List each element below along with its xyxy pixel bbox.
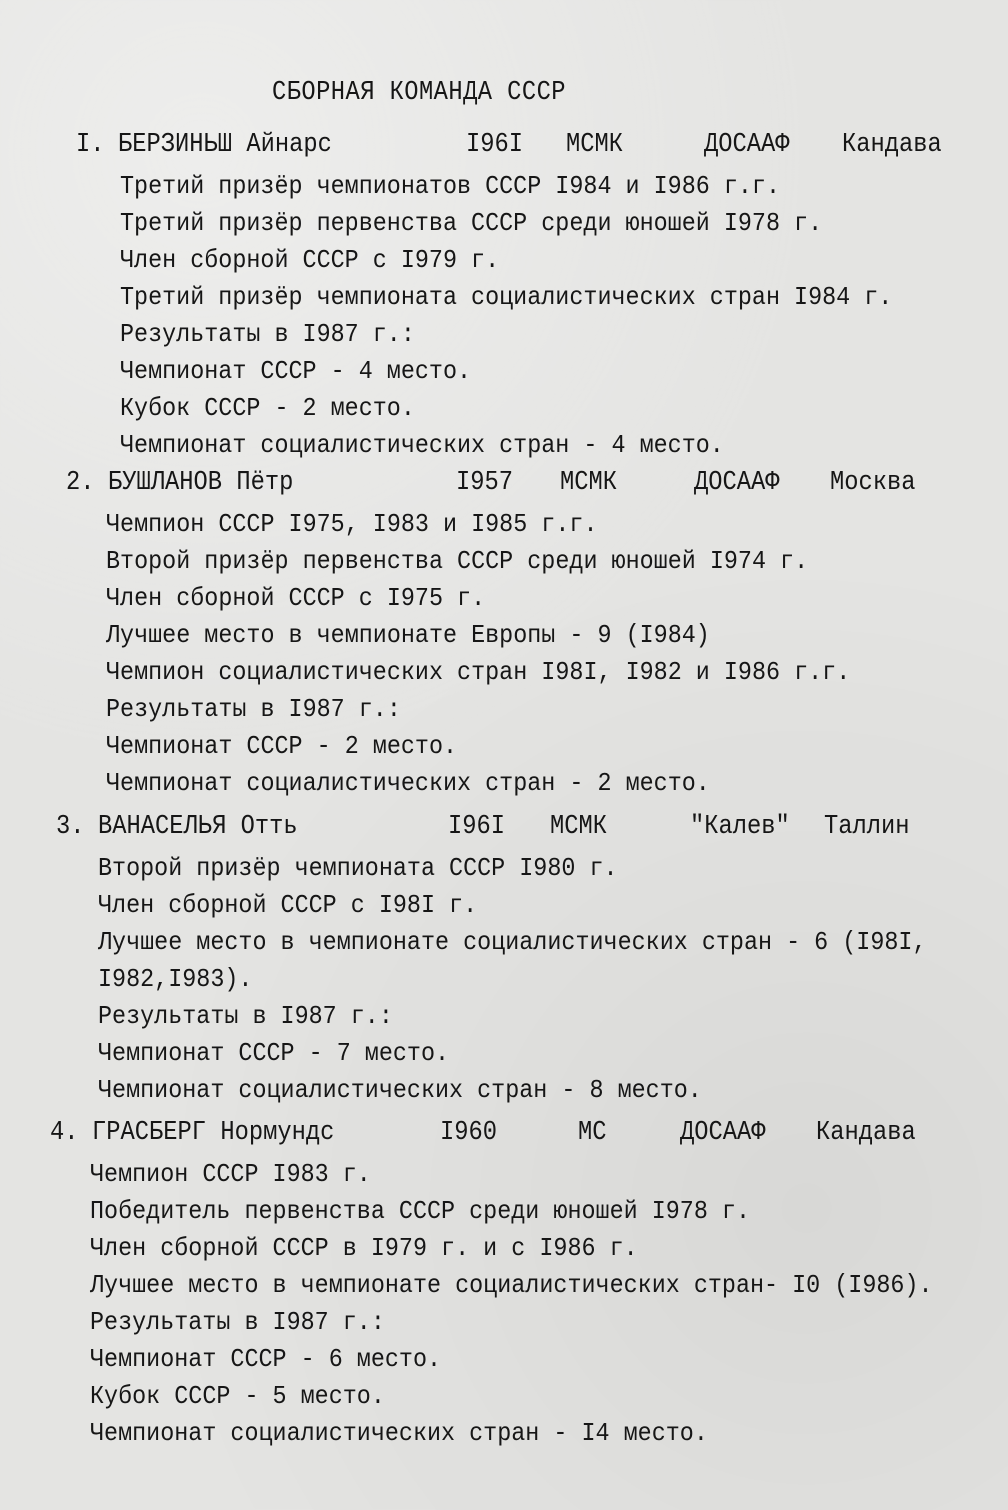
- athlete-entry: [76, 130, 1008, 464]
- sport-club: ДОСААФ: [680, 1118, 766, 1148]
- sport-club: "Калев": [690, 812, 790, 842]
- achievement-line: Результаты в I987 г.:: [120, 319, 415, 349]
- achievement-line: Чемпионат СССР - 7 место.: [98, 1038, 450, 1068]
- achievement-line: Чемпион СССР I983 г.: [90, 1159, 371, 1189]
- achievement-line: I982,I983).: [98, 964, 253, 994]
- achievement-line: Чемпионат СССР - 6 место.: [90, 1344, 442, 1374]
- athlete-header: [66, 468, 1008, 506]
- sport-club: ДОСААФ: [694, 468, 780, 498]
- achievement-line: Лучшее место в чемпионате Европы - 9 (I984): [106, 620, 710, 650]
- achievement-line: Член сборной СССР с I98I г.: [98, 890, 478, 920]
- city: Таллин: [824, 812, 910, 842]
- sport-rank: МС: [578, 1118, 607, 1148]
- sport-rank: МСМК: [560, 468, 618, 498]
- entry-number: 4.: [50, 1118, 79, 1148]
- achievement-line: Чемпионат социалистических стран - 8 место.: [98, 1075, 702, 1105]
- city: Кандава: [816, 1118, 916, 1148]
- achievement-line: Чемпионат СССР - 2 место.: [106, 731, 458, 761]
- achievement-line: Чемпионат социалистических стран - I4 место.: [90, 1418, 708, 1448]
- achievement-line: Чемпион СССР I975, I983 и I985 г.г.: [106, 509, 598, 539]
- achievement-line: Третий призёр чемпионатов СССР I984 и I986 г.г.: [120, 171, 780, 201]
- achievement-line: Чемпионат социалистических стран - 4 место.: [120, 430, 724, 460]
- achievement-line: Второй призёр первенства СССР среди юношей I974 г.: [106, 546, 809, 576]
- achievement-line: Результаты в I987 г.:: [90, 1307, 385, 1337]
- achievement-line: Победитель первенства СССР среди юношей I978 г.: [90, 1196, 750, 1226]
- achievement-line: Результаты в I987 г.:: [106, 694, 401, 724]
- achievement-line: Результаты в I987 г.:: [98, 1001, 393, 1031]
- achievement-line: Член сборной СССР в I979 г. и с I986 г.: [90, 1233, 638, 1263]
- achievement-list: [98, 850, 1008, 1109]
- achievement-line: Третий призёр первенства СССР среди юношей I978 г.: [120, 208, 823, 238]
- athlete-header: [50, 1118, 1008, 1156]
- athlete-entry: [50, 1118, 1008, 1452]
- achievement-list: [106, 506, 1008, 802]
- achievement-line: Чемпионат СССР - 4 место.: [120, 356, 472, 386]
- city: Москва: [830, 468, 916, 498]
- achievement-line: Член сборной СССР с I979 г.: [120, 245, 500, 275]
- birth-year: I960: [440, 1118, 498, 1148]
- athlete-header: [56, 812, 1008, 850]
- achievement-line: Член сборной СССР с I975 г.: [106, 583, 486, 613]
- city: Кандава: [842, 130, 942, 160]
- entry-number: 3.: [56, 812, 85, 842]
- athlete-name: БЕРЗИНЬШ Айнарс: [118, 130, 332, 160]
- achievement-list: [120, 168, 1008, 464]
- achievement-line: Лучшее место в чемпионате социалистических стран- I0 (I986).: [90, 1270, 933, 1300]
- achievement-line: Кубок СССР - 5 место.: [90, 1381, 385, 1411]
- sport-rank: МСМК: [550, 812, 608, 842]
- birth-year: I957: [456, 468, 514, 498]
- achievement-line: Чемпион социалистических стран I98I, I982 и I986 г.г.: [106, 657, 851, 687]
- achievement-line: Лучшее место в чемпионате социалистических стран - 6 (I98I,: [98, 927, 927, 957]
- achievement-list: [90, 1156, 1008, 1452]
- entry-number: 2.: [66, 468, 95, 498]
- sport-rank: МСМК: [566, 130, 624, 160]
- athlete-header: [76, 130, 1008, 168]
- achievement-line: Чемпионат социалистических стран - 2 место.: [106, 768, 710, 798]
- athlete-entry: [56, 812, 1008, 1109]
- achievement-line: Третий призёр чемпионата социалистических стран I984 г.: [120, 282, 893, 312]
- athlete-name: ВАНАСЕЛЬЯ Отть: [98, 812, 298, 842]
- athlete-name: БУШЛАНОВ Пётр: [108, 468, 294, 498]
- athlete-name: ГРАСБЕРГ Нормундс: [92, 1118, 335, 1148]
- achievement-line: Кубок СССР - 2 место.: [120, 393, 415, 423]
- sport-club: ДОСААФ: [704, 130, 790, 160]
- athlete-entry: [66, 468, 1008, 802]
- birth-year: I96I: [466, 130, 524, 160]
- entry-number: I.: [76, 130, 105, 160]
- birth-year: I96I: [448, 812, 506, 842]
- page-title: СБОРНАЯ КОМАНДА СССР: [272, 78, 566, 108]
- achievement-line: Второй призёр чемпионата СССР I980 г.: [98, 853, 618, 883]
